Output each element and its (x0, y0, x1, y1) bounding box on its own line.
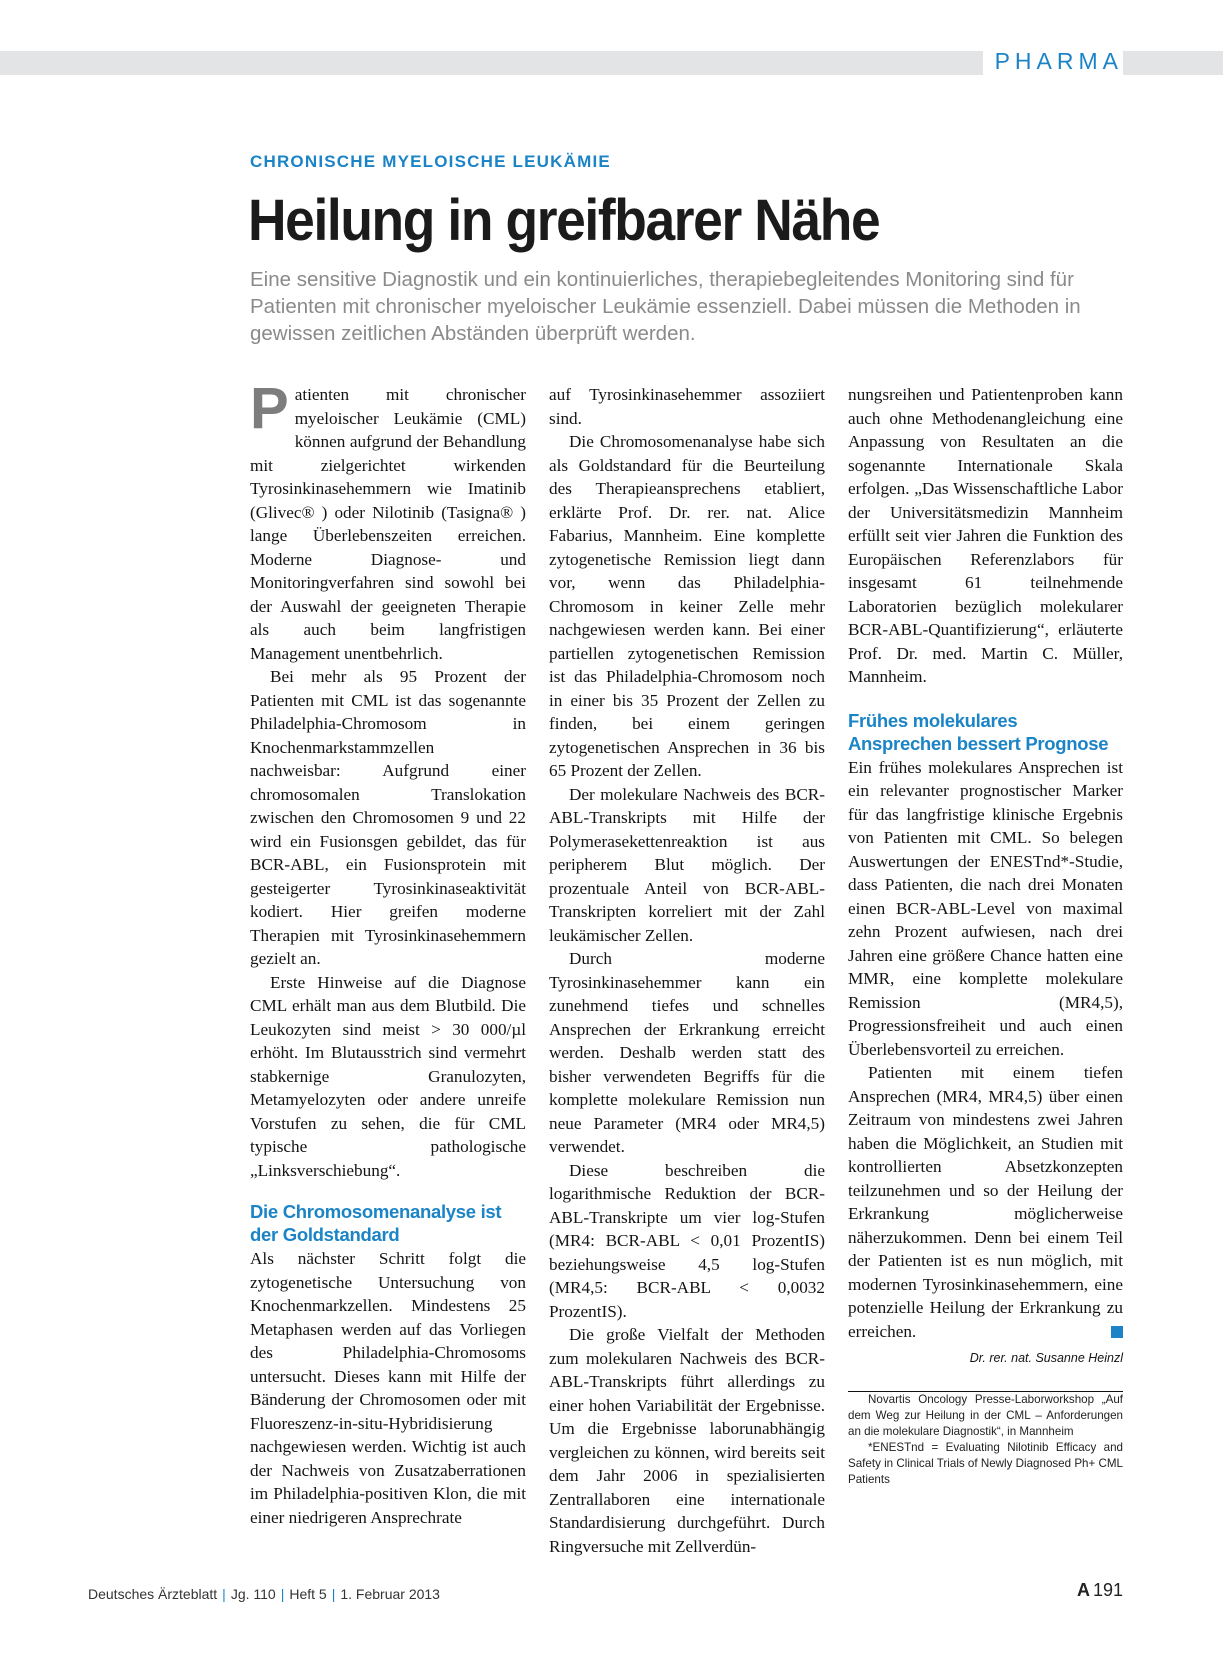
issue-date: 1. Februar 2013 (340, 1586, 440, 1602)
page-prefix: A (1076, 1580, 1090, 1600)
paragraph: Bei mehr als 95 Prozent der Patienten mit CML ist das sogenannte Philadelphia-Chromosom in Knochenmarkstammzellen nachweisbar: Aufgrund einer chromosomalen Translokation zwischen den Chromosomen 9 und 22 wird ein Fusionsgen gebildet, das für BCR-ABL, ein Fusionsprotein mit gesteigerter Tyrosinkinaseaktivität kodiert. Hier greifen moderne Therapien mit Tyrosinkinasehemmern gezielt an. (250, 667, 526, 968)
drop-cap: P (250, 376, 289, 441)
journal-issue: Heft 5 (289, 1586, 327, 1602)
footer-separator: | (222, 1586, 226, 1602)
page-number-value: 191 (1092, 1580, 1123, 1600)
paragraph: nungsreihen und Patientenproben kann auch ohne Methodenangleichung eine Anpassung von Resultaten an die sogenannte Internationale Skala erfolgen. „Das Wissenschaftliche Labor der Universitätsmedizin Mannheim erfüllt seit vier Jahren die Funktion des Europäischen Referenzlabors für insgesamt 61 teilnehmende Laboratorien bezüglich molekularer BCR-ABL-Quantifizierung“, erläuterte Prof. Dr. med. Martin C. Müller, Mannheim. (848, 385, 1123, 686)
source-note: Novartis Oncology Presse-Laborworkshop „Auf dem Weg zur Heilung in der CML – Anforderungen an die molekulare Diagnostik“, in Mannheim (848, 1392, 1123, 1438)
paragraph: Diese beschreiben die logarithmische Reduktion der BCR-ABL-Transkripte um vier log-Stufen (MR4: BCR-ABL < 0,01 ProzentIS) beziehungsweise 4,5 log-Stufen (MR4,5: BCR-ABL < 0,0032 ProzentIS). (549, 1160, 825, 1321)
paragraph: Die große Vielfalt der Methoden zum molekularen Nachweis des BCR-ABL-Transkripts führt allerdings zu einer hohen Variabilität der Ergebnisse. Um die Ergebnisse laborunabhängig vergleichen zu können, wird bereits seit dem Jahr 2006 in spezialisierten Zentrallaboren eine internationale Standardisierung durchgeführt. Durch Ringversuche mit Zellverdün- (549, 1325, 825, 1556)
paragraph: Ein frühes molekulares Ansprechen ist ein relevanter prognostischer Marker für das langfristige klinische Ergebnis von Patienten mit CML. So belegen Auswertungen der ENESTnd*-Studie, dass Patienten, die nach drei Monaten einen BCR-ABL-Level von maximal zehn Prozent aufwiesen, nach drei Jahren eine größere Chance hatten eine MMR, eine komplette molekulare Remission (MR4,5), Progressionsfreiheit und auch einen Überlebensvorteil zu erreichen. (848, 757, 1123, 1059)
paragraph: Als nächster Schritt folgt die zytogenetische Untersuchung von Knochenmarkzellen. Mindestens 25 Metaphasen werden auf das Vorliegen des Philadelphia-Chromosoms untersucht. Dieses kann mit Hilfe der Bänderung der Chromosomen oder mit Fluoreszenz-in-situ-Hybridisierung nachgewiesen werden. Wichtig ist auch der Nachweis von Zusatzaberrationen im Philadelphia-positiven Klon, die mit einer niedrigeren Ansprechrate (250, 1249, 526, 1527)
journal-name: Deutsches Ärzteblatt (88, 1586, 218, 1602)
paragraph: Durch moderne Tyrosinkinasehemmer kann ein zunehmend tiefes und schnelles Ansprechen der Erkrankung erreicht werden. Deshalb werden statt des bisher verwendeten Begriffs für die komplette molekulare Remission nun neue Parameter (MR4 oder MR4,5) verwendet. (549, 949, 825, 1156)
page-number (1077, 1580, 1123, 1601)
paragraph: Erste Hinweise auf die Diagnose CML erhält man aus dem Blutbild. Die Leukozyten sind meist > 30 000/µl erhöht. Im Blutausstrich sind vermehrt stabkernige Granulozyten, Metamyelozyten oder andere unreife Vorstufen zu sehen, die für CML typische pathologische „Linksverschiebung“. (250, 972, 526, 1180)
subheading: Frühes molekulares Ansprechen bessert Prognose (848, 709, 1109, 754)
paragraph: auf Tyrosinkinasehemmer assoziiert sind. (549, 385, 825, 428)
column-2 (549, 383, 825, 1558)
article-lead: Eine sensitive Diagnostik und ein kontinuierliches, therapiebegleitendes Monitoring sind für Patienten mit chronischer myeloischer Leukämie essenziell. Dabei müssen die Methoden in gewissen zeitlichen Abständen überprüft werden. (250, 268, 1081, 345)
paragraph (848, 1061, 1123, 1343)
paragraph-text: Patienten mit einem tiefen Ansprechen (MR4, MR4,5) über einen Zeitraum von mindestens zwei Jahren haben die Möglichkeit, an Studien mit kontrollierten Absetzkonzepten teilzunehmen und so der Heilung der Erkrankung möglicherweise näherzukommen. Denn bei einem Teil der Patienten ist es nun möglich, mit modernen Tyrosinkinasehemmern, eine potenzielle Heilung der Erkrankung zu erreichen. (848, 1063, 1123, 1341)
section-label: PHARMA (983, 45, 1123, 77)
paragraph-text: atienten mit chronischer myeloischer Leukämie (CML) können aufgrund der Behandlung mit zielgerichtet wirkenden Tyrosinkinasehemmern wie Imatinib (Glivec® ) oder Nilotinib (Tasigna® ) lange Überlebenszeiten erreichen. Moderne Diagnose- und Monitoringverfahren sind sowohl bei der Auswahl der geeigneten Therapie als auch beim langfristigen Management unentbehrlich. (250, 385, 526, 663)
author-byline: Dr. rer. nat. Susanne Heinzl (969, 1351, 1123, 1365)
paragraph: Die Chromosomenanalyse habe sich als Goldstandard für die Beurteilung des Therapieansprechens etabliert, erklärte Prof. Dr. rer. nat. Alice Fabarius, Mannheim. Eine komplette zytogenetische Remission liegt dann vor, wenn das Philadelphia-Chromosom in keiner Zelle mehr nachgewiesen werden kann. Bei einer partiellen zytogenetischen Remission ist das Philadelphia-Chromosom noch in einer bis 35 Prozent der Zellen zu finden, bei einem geringen zytogenetischen Ansprechen in 36 bis 65 Prozent der Zellen. (549, 432, 825, 780)
footer-separator: | (331, 1586, 336, 1602)
subheading: Die Chromosomenanalyse ist der Goldstandard (250, 1201, 502, 1245)
column-3 (848, 383, 1123, 1488)
paragraph (250, 376, 526, 665)
end-mark-icon (1111, 1326, 1123, 1338)
paragraph: Der molekulare Nachweis des BCR-ABL-Transkripts mit Hilfe der Polymerasekettenreaktion ist aus peripherem Blut möglich. Der prozentuale Anteil von BCR-ABL-Transkripten korreliert mit der Zahl leukämischer Zellen. (549, 784, 825, 945)
abbreviation-note: *ENESTnd = Evaluating Nilotinib Efficacy and Safety in Clinical Trials of Newly Diagnosed Ph+ CML Patients (848, 1440, 1123, 1486)
footer-separator: | (280, 1586, 285, 1602)
article-kicker: CHRONISCHE MYELOISCHE LEUKÄMIE (250, 152, 611, 171)
journal-volume: Jg. 110 (230, 1586, 276, 1602)
column-1 (250, 376, 526, 1529)
page-footer (88, 1586, 440, 1602)
article-title: Heilung in greifbarer Nähe (248, 188, 880, 253)
